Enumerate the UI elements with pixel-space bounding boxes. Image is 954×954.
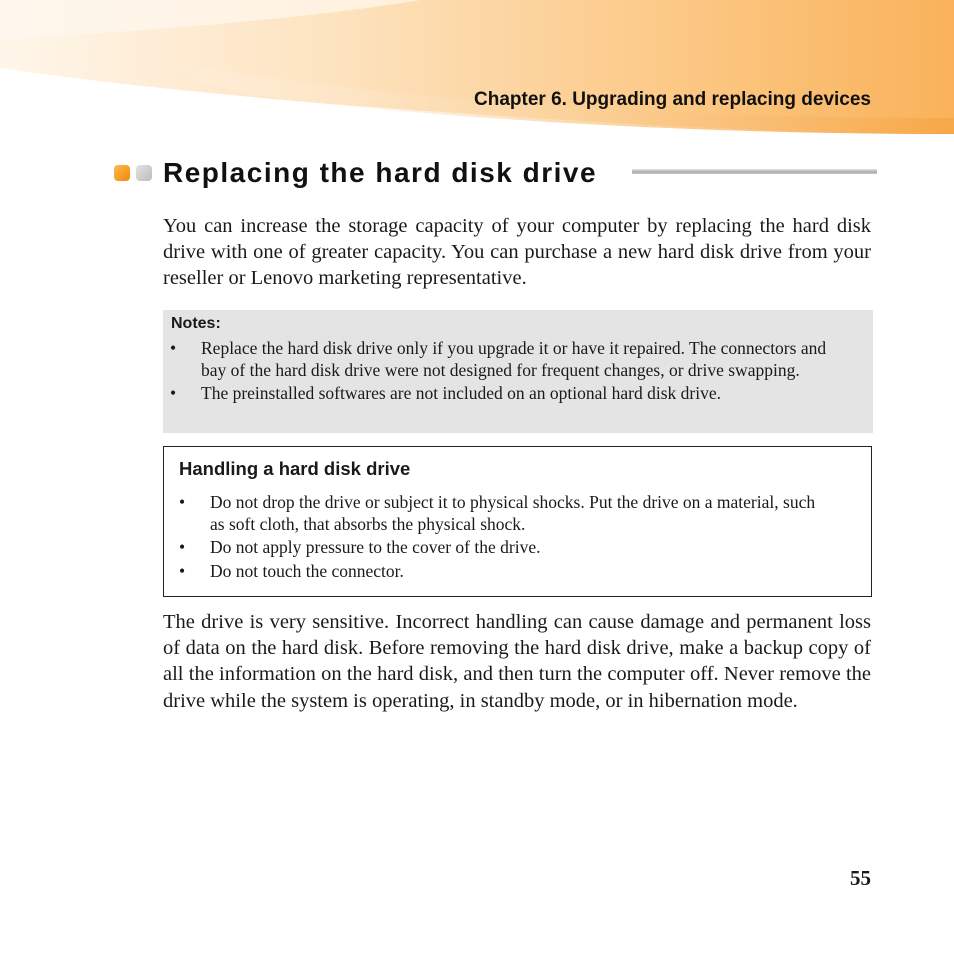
handling-title: Handling a hard disk drive (179, 458, 411, 479)
handling-list-item: • Do not drop the drive or subject it to physical shocks. Put the drive on a material, such as soft cloth, that absorbs the physical shock. (172, 492, 832, 535)
notes-list-item: • The preinstalled softwares are not included on an optional hard disk drive. (163, 383, 853, 405)
notes-list (163, 338, 853, 407)
section-heading (114, 155, 877, 191)
section-title: Replacing the hard disk drive (163, 157, 598, 188)
heading-rule-divider (632, 169, 877, 174)
header-swoosh-decoration (0, 0, 954, 140)
chapter-title: Chapter 6. Upgrading and replacing devices (474, 89, 871, 110)
notes-label: Notes: (171, 315, 221, 332)
handling-list-item: • Do not touch the connector. (172, 561, 832, 583)
handling-list-item: • Do not apply pressure to the cover of the drive. (172, 537, 832, 559)
handling-box (163, 446, 872, 597)
handling-list (172, 492, 832, 584)
notes-box (163, 310, 873, 433)
grey-square-bullet-icon (136, 165, 152, 181)
orange-square-bullet-icon (114, 165, 130, 181)
intro-paragraph: You can increase the storage capacity of your computer by replacing the hard disk drive with one of greater capacity. You can purchase a new hard disk drive from your reseller or Lenovo marketing representative. (163, 215, 871, 290)
notes-list-item: • Replace the hard disk drive only if you upgrade it or have it repaired. The connectors and bay of the hard disk drive were not designed for frequent changes, or drive swapping. (163, 338, 853, 381)
closing-paragraph: The drive is very sensitive. Incorrect handling can cause damage and permanent loss of data on the hard disk. Before removing the hard disk drive, make a backup copy of all the information on the hard disk, and then turn the computer off. Never remove the drive while the system is operating, in standby mode, or in hibernation mode. (163, 611, 871, 712)
page-number: 55 (850, 866, 871, 890)
